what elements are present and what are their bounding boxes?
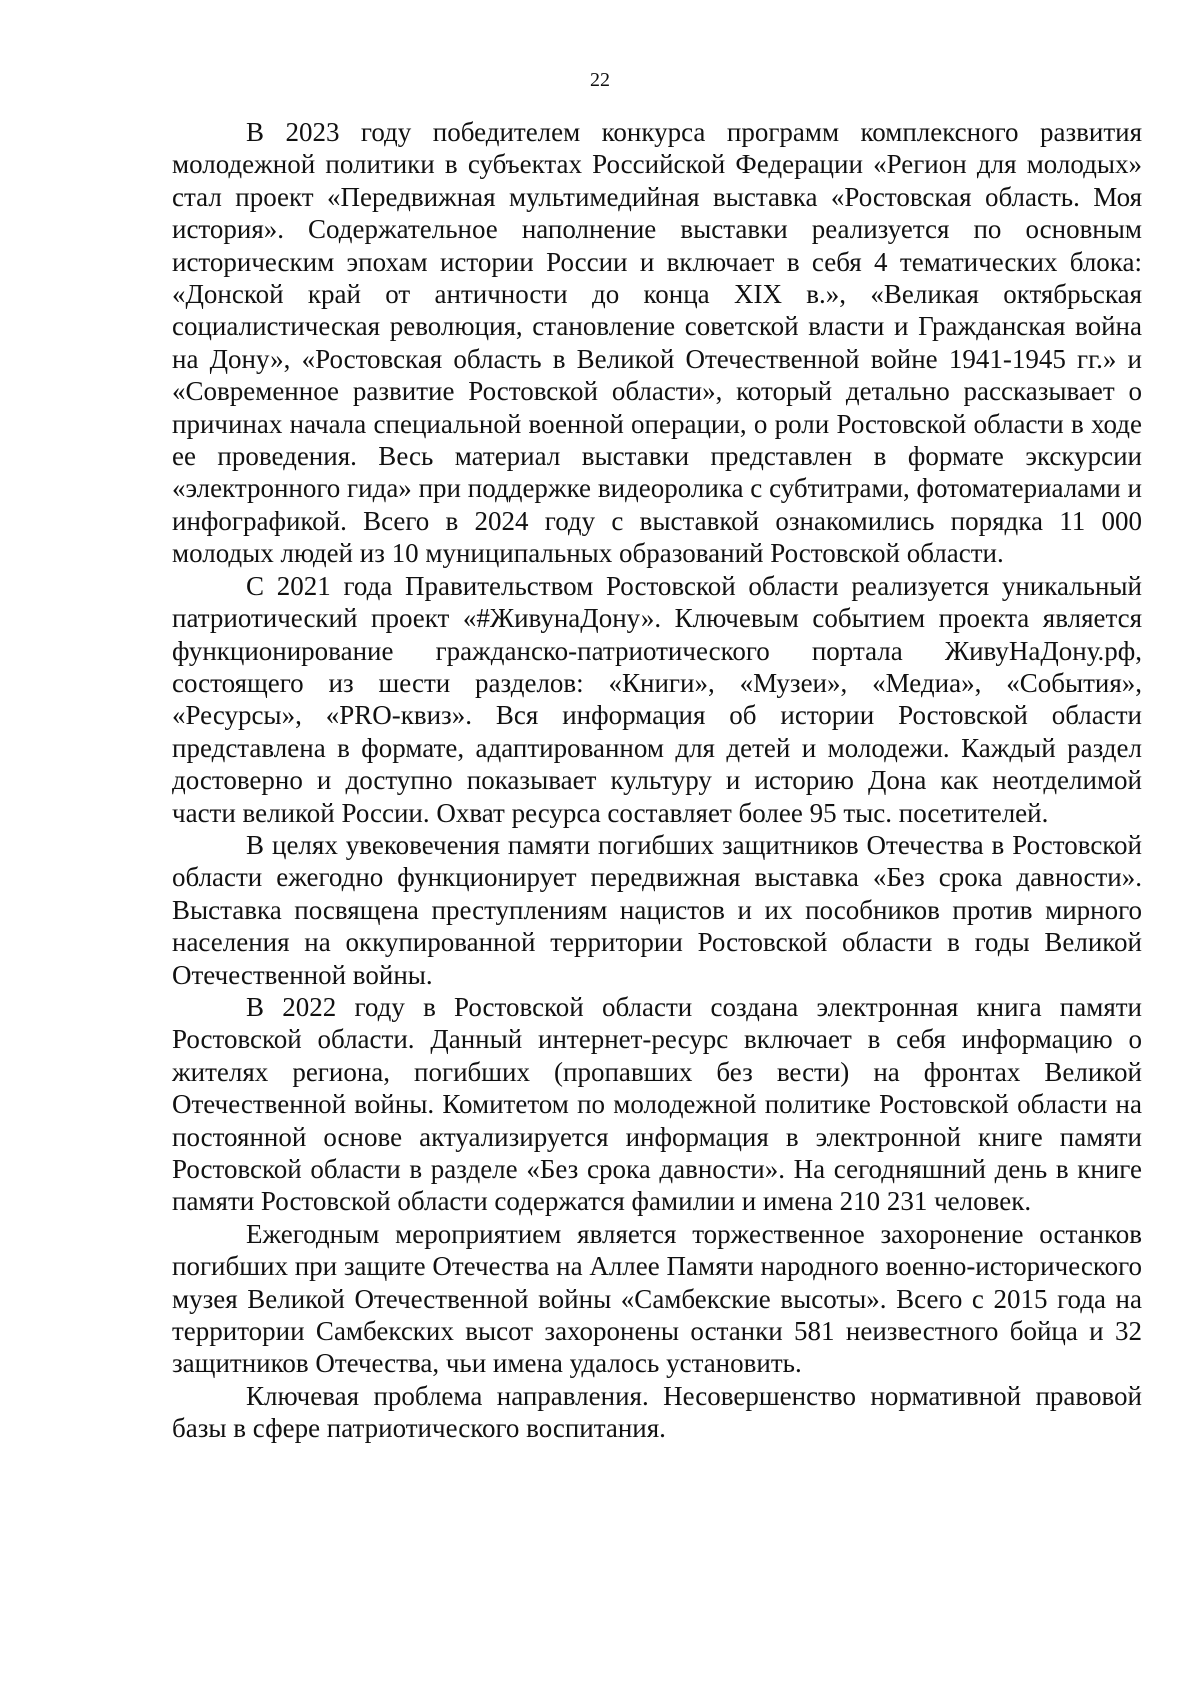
paragraph-key-problem: Ключевая проблема направления. Несовершенство нормативной правовой базы в сфере патриотического воспитания. xyxy=(172,1380,1142,1444)
paragraph-bez-sroka-davnosti-exhibition: В целях увековечения памяти погибших защитников Отечества в Ростовской области ежегодно функционирует передвижная выставка «Без срока давности». Выставка посвящена преступлениям нацистов и их пособников против мирного населения на оккупированной территории Ростовской области в годы Великой Отечественной войны. xyxy=(172,829,1142,990)
paragraph-zhivunadonu-project: С 2021 года Правительством Ростовской области реализуется уникальный патриотический проект «#ЖивунаДону». Ключевым событием проекта является функционирование гражданско-патриотического портала ЖивуНаДону.рф, состоящего из шести разделов: «Книги», «Музеи», «Медиа», «События», «Ресурсы», «PRO-квиз». Вся информация об истории Ростовской области представлена в формате, адаптированном для детей и молодежи. Каждый раздел достоверно и доступно показывает культуру и историю Дона как неотделимой части великой России. Охват ресурса составляет более 95 тыс. посетителей. xyxy=(172,570,1142,828)
paragraph-sambek-heights-reburial: Ежегодным мероприятием является торжественное захоронение останков погибших при защите Отечества на Аллее Памяти народного военно-исторического музея Великой Отечественной войны «Самбекские высоты». Всего с 2015 года на территории Самбекских высот захоронены останки 581 неизвестного бойца и 32 защитников Отечества, чьи имена удалось установить. xyxy=(172,1218,1142,1379)
page-number: 22 xyxy=(590,69,610,91)
document-body xyxy=(172,116,1142,1445)
paragraph-exhibition-my-history: В 2023 году победителем конкурса программ комплексного развития молодежной политики в субъектах Российской Федерации «Регион для молодых» стал проект «Передвижная мультимедийная выставка «Ростовская область. Моя история». Содержательное наполнение выставки реализуется по основным историческим эпохам истории России и включает в себя 4 тематических блока: «Донской край от античности до конца XIX в.», «Великая октябрьская социалистическая революция, становление советской власти и Гражданская война на Дону», «Ростовская область в Великой Отечественной войне 1941-1945 гг.» и «Современное развитие Ростовской области», который детально рассказывает о причинах начала специальной военной операции, о роли Ростовской области в ходе ее проведения. Весь материал выставки представлен в формате экскурсии «электронного гида» при поддержке видеоролика с субтитрами, фотоматериалами и инфографикой. Всего в 2024 году с выставкой ознакомились порядка 11 000 молодых людей из 10 муниципальных образований Ростовской области. xyxy=(172,117,1142,569)
paragraph-electronic-memory-book: В 2022 году в Ростовской области создана электронная книга памяти Ростовской области. Данный интернет-ресурс включает в себя информацию о жителях региона, погибших (пропавших без вести) на фронтах Великой Отечественной войны. Комитетом по молодежной политике Ростовской области на постоянной основе актуализируется информация в электронной книге памяти Ростовской области в разделе «Без срока давности». На сегодняшний день в книге памяти Ростовской области содержатся фамилии и имена 210 231 человек. xyxy=(172,991,1142,1217)
